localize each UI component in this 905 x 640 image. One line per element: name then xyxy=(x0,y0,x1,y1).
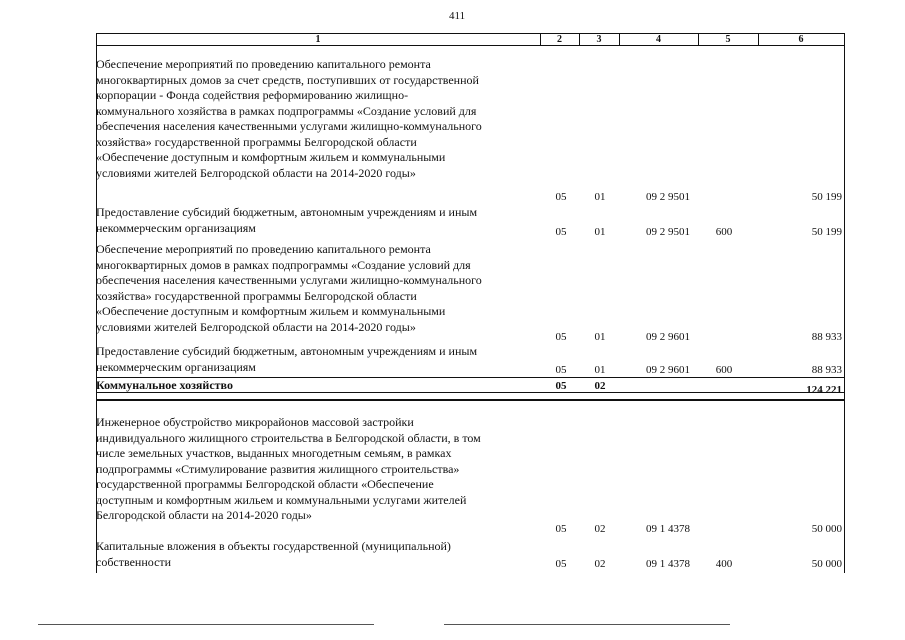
page-number: 411 xyxy=(449,10,466,22)
row-section-code: 05 xyxy=(555,380,567,392)
row-expense-type: 400 xyxy=(715,558,733,570)
row-subsection-code: 02 xyxy=(594,558,606,570)
header-col-1: 1 xyxy=(315,34,321,45)
row-amount: 50 000 xyxy=(811,558,842,570)
row-subsection-code: 02 xyxy=(594,523,606,535)
row-section-code: 05 xyxy=(555,558,567,570)
row-target-article: 09 1 4378 xyxy=(646,523,690,535)
row-subsection-code: 01 xyxy=(594,191,606,203)
row-subsection-code: 01 xyxy=(594,226,606,238)
header-col-3: 3 xyxy=(596,34,602,45)
row-description: Предоставление субсидий бюджетным, автономным учреждениям и иным некоммерческим организациям xyxy=(96,344,478,374)
section-title: Коммунальное хозяйство xyxy=(96,378,233,392)
row-description: Инженерное обустройство микрорайонов массовой застройки индивидуального жилищного строительства в Белгородской области, в том числе земельных участков, выданных многодетным семьям, в рамках подпрограммы «Стимулирование развития жилищного строительства» государственной программы Белгородской области «Обеспечение доступным и комфортным жильем и коммунальными услугами жителей Белгородской области на 2014-2020 годы» xyxy=(96,415,481,522)
row-amount: 88 933 xyxy=(811,331,842,343)
row-description: Обеспечение мероприятий по проведению капитального ремонта многоквартирных домов в рамках подпрограммы «Создание условий для обеспечения населения качественными услугами жилищно-коммунального хозяйства» государственной программы Белгородской области «Обеспечение доступным и комфортным жильем и коммунальными условиями жителей Белгородской области на 2014-2020 годы» xyxy=(96,242,482,334)
row-amount: 88 933 xyxy=(811,364,842,376)
row-description: Предоставление субсидий бюджетным, автономным учреждениям и иным некоммерческим организациям xyxy=(96,205,478,235)
row-description: Обеспечение мероприятий по проведению капитального ремонта многоквартирных домов за счет средств, поступивших от государственной корпорации - Фонда содействия реформированию жилищно- коммунального хозяйства в рамках подпрограммы «Создание условий для обеспечения населения качественными услугами жилищно-коммунального хозяйства» государственной программы Белгородской области «Обеспечение доступным и комфортным жильем и коммунальными условиями жителей Белгородской области на 2014-2020 годы» xyxy=(96,57,482,180)
header-col-6: 6 xyxy=(798,34,804,45)
scan-line xyxy=(444,624,730,625)
row-expense-type: 600 xyxy=(715,226,733,238)
row-expense-type: 600 xyxy=(715,364,733,376)
row-amount: 50 199 xyxy=(811,191,842,203)
row-subsection-code: 01 xyxy=(594,331,606,343)
budget-table xyxy=(96,33,845,573)
row-section-code: 05 xyxy=(555,523,567,535)
row-section-code: 05 xyxy=(555,364,567,376)
table-right-border xyxy=(844,33,845,573)
row-target-article: 09 1 4378 xyxy=(646,558,690,570)
row-divider xyxy=(96,392,845,393)
row-subsection-code: 02 xyxy=(594,380,606,392)
header-bottom-border xyxy=(96,45,845,46)
row-section-code: 05 xyxy=(555,191,567,203)
row-amount: 50 199 xyxy=(811,226,842,238)
row-description: Капитальные вложения в объекты государственной (муниципальной) собственности xyxy=(96,539,451,569)
header-col-5: 5 xyxy=(725,34,731,45)
row-target-article: 09 2 9601 xyxy=(646,364,690,376)
row-section-code: 05 xyxy=(555,226,567,238)
scan-line xyxy=(38,624,374,625)
row-section-code: 05 xyxy=(555,331,567,343)
row-subsection-code: 01 xyxy=(594,364,606,376)
row-target-article: 09 2 9501 xyxy=(646,191,690,203)
header-col-2: 2 xyxy=(557,34,562,45)
row-amount: 124 221 xyxy=(806,384,842,396)
row-amount: 50 000 xyxy=(811,523,842,535)
row-target-article: 09 2 9601 xyxy=(646,331,690,343)
row-target-article: 09 2 9501 xyxy=(646,226,690,238)
header-col-4: 4 xyxy=(656,34,661,45)
section-bottom-border xyxy=(96,399,845,401)
